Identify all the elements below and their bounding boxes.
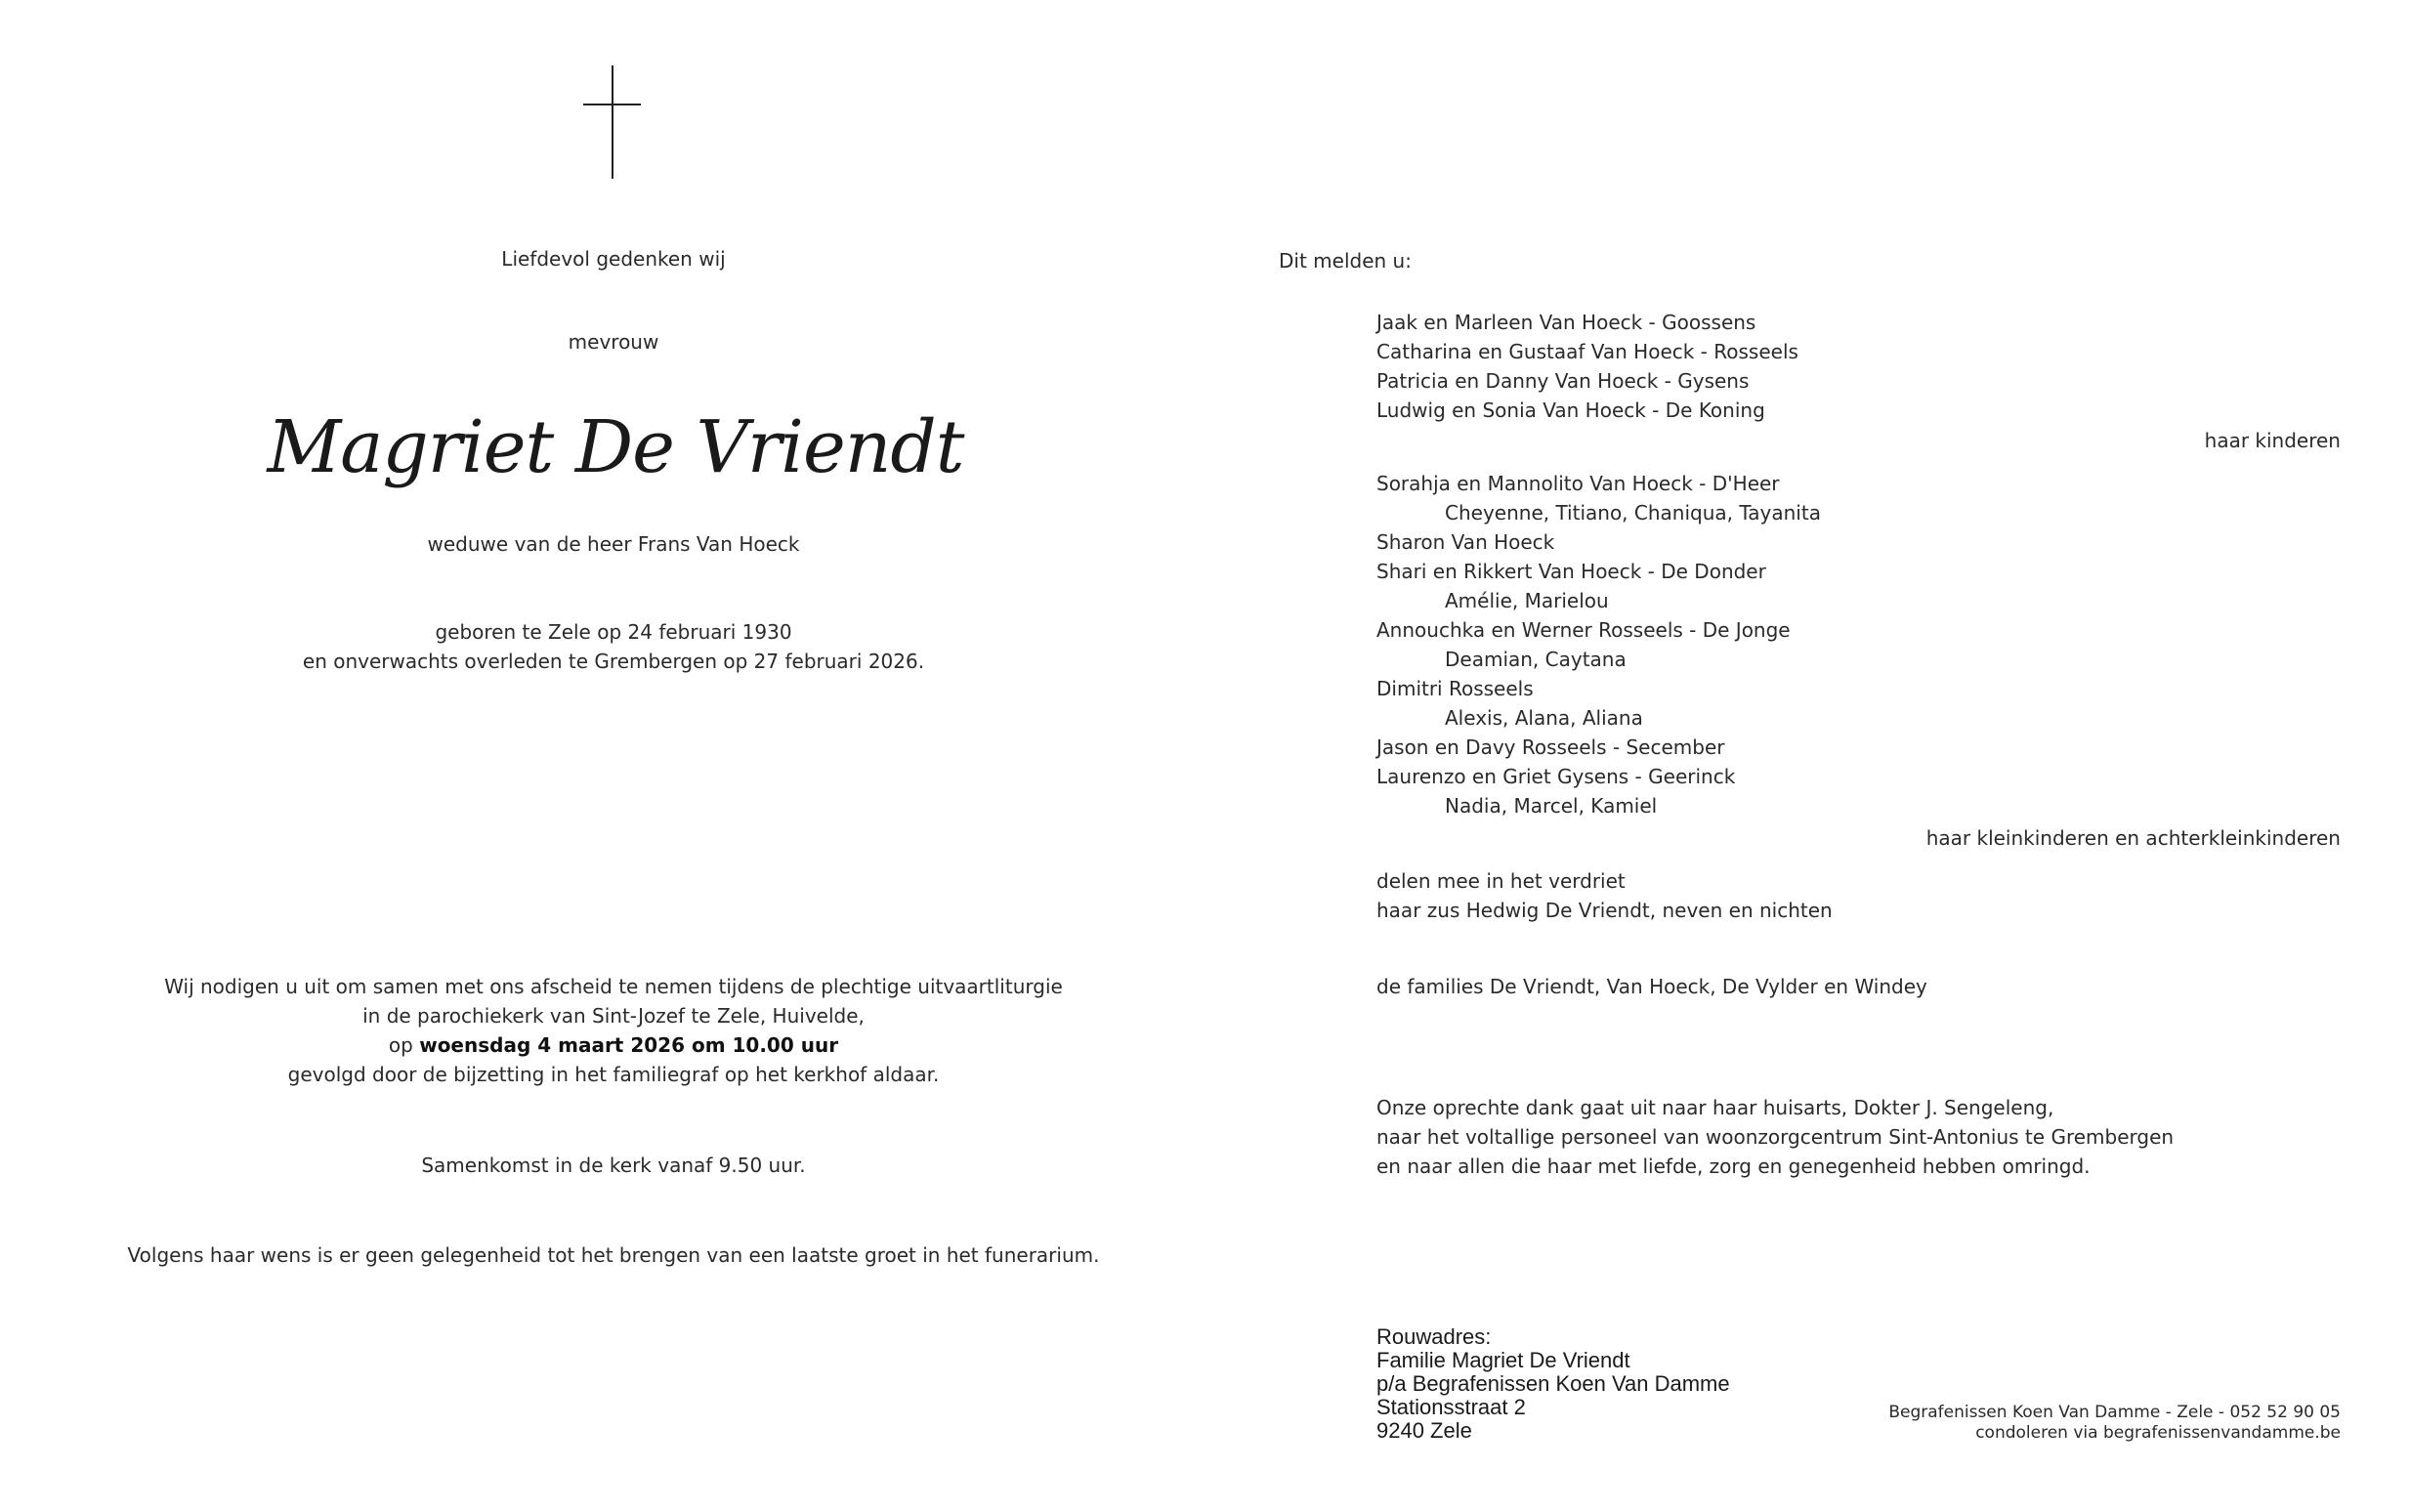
invitation-line-3 (125, 1030, 1102, 1060)
invitation-line-2: in de parochiekerk van Sint-Jozef te Zele, Huivelde, (362, 1004, 865, 1028)
list-item: Laurenzo en Griet Gysens - Geerinck (1376, 765, 1736, 788)
thanks-line-2: naar het voltallige personeel van woonzorgcentrum Sint-Antonius te Grembergen (1376, 1125, 2175, 1149)
address-line-1: Familie Magriet De Vriendt (1376, 1348, 1630, 1372)
list-item: Sorahja en Mannolito Van Hoeck - D'Heer (1376, 472, 1780, 495)
list-item: Sharon Van Hoeck (1376, 530, 1555, 554)
list-item: Patricia en Danny Van Hoeck - Gysens (1376, 369, 1750, 393)
wish-text: Volgens haar wens is er geen gelegenheid tot het brengen van een laatste groet in het funerarium. (127, 1243, 1100, 1267)
list-item: Catharina en Gustaaf Van Hoeck - Rosseels (1376, 340, 1798, 363)
grandchildren-label: haar kleinkinderen en achterkleinkinderen (1925, 826, 2341, 850)
list-item: Shari en Rikkert Van Hoeck - De Donder (1376, 560, 1766, 583)
invitation-line-4: gevolgd door de bijzetting in het familiegraf op het kerkhof aldaar. (287, 1063, 940, 1086)
families-text: de families De Vriendt, Van Hoeck, De Vylder en Windey (1376, 975, 1927, 998)
thanks-line-3: en naar allen die haar met liefde, zorg en genegenheid hebben omringd. (1376, 1155, 2091, 1178)
list-item: Jaak en Marleen Van Hoeck - Goossens (1376, 311, 1756, 334)
announce-text: Dit melden u: (1279, 249, 1412, 273)
list-item: Deamian, Caytana (1445, 648, 1627, 671)
salutation: mevrouw (568, 330, 659, 354)
intro-text: Liefdevol gedenken wij (501, 247, 726, 271)
deceased-name: Magriet De Vriendt (267, 405, 964, 489)
death-text: en onverwachts overleden te Grembergen op 27 februari 2026. (302, 650, 925, 673)
list-item: Amélie, Marielou (1445, 589, 1609, 612)
undertaker-info: Begrafenissen Koen Van Damme - Zele - 052 52 90 05 (1888, 1403, 2341, 1422)
children-list (1376, 308, 1798, 425)
children-label: haar kinderen (2204, 429, 2341, 452)
address-line-3: Stationsstraat 2 (1376, 1395, 1526, 1419)
list-item: Alexis, Alana, Aliana (1445, 706, 1643, 730)
ceremony-date: woensdag 4 maart 2026 om 10.00 uur (419, 1033, 839, 1057)
birth-text: geboren te Zele op 24 februari 1930 (435, 620, 792, 644)
condolences-info: condoleren via begrafenissenvandamme.be (1975, 1423, 2341, 1443)
share-line-2: haar zus Hedwig De Vriendt, neven en nichten (1376, 899, 1833, 922)
list-item: Annouchka en Werner Rosseels - De Jonge (1376, 618, 1791, 642)
share-line-1: delen mee in het verdriet (1376, 869, 1626, 893)
list-item: Nadia, Marcel, Kamiel (1445, 794, 1658, 818)
list-item: Dimitri Rosseels (1376, 677, 1534, 700)
thanks-line-1: Onze oprechte dank gaat uit naar haar huisarts, Dokter J. Sengeleng, (1376, 1096, 2054, 1119)
list-item: Jason en Davy Rosseels - Secember (1376, 735, 1725, 759)
grandchildren-list (1376, 469, 1821, 820)
address-line-4: 9240 Zele (1376, 1418, 1472, 1443)
address-line-2: p/a Begrafenissen Koen Van Damme (1376, 1371, 1730, 1396)
invitation-prefix: op (388, 1033, 420, 1057)
list-item: Ludwig en Sonia Van Hoeck - De Koning (1376, 399, 1765, 422)
list-item: Cheyenne, Titiano, Chaniqua, Tayanita (1445, 501, 1821, 525)
invitation-line-1: Wij nodigen u uit om samen met ons afscheid te nemen tijdens de plechtige uitvaartliturgie (164, 975, 1063, 998)
address-label: Rouwadres: (1376, 1324, 1492, 1349)
gathering-text: Samenkomst in de kerk vanaf 9.50 uur. (421, 1154, 806, 1177)
widow-text: weduwe van de heer Frans Van Hoeck (427, 532, 800, 556)
